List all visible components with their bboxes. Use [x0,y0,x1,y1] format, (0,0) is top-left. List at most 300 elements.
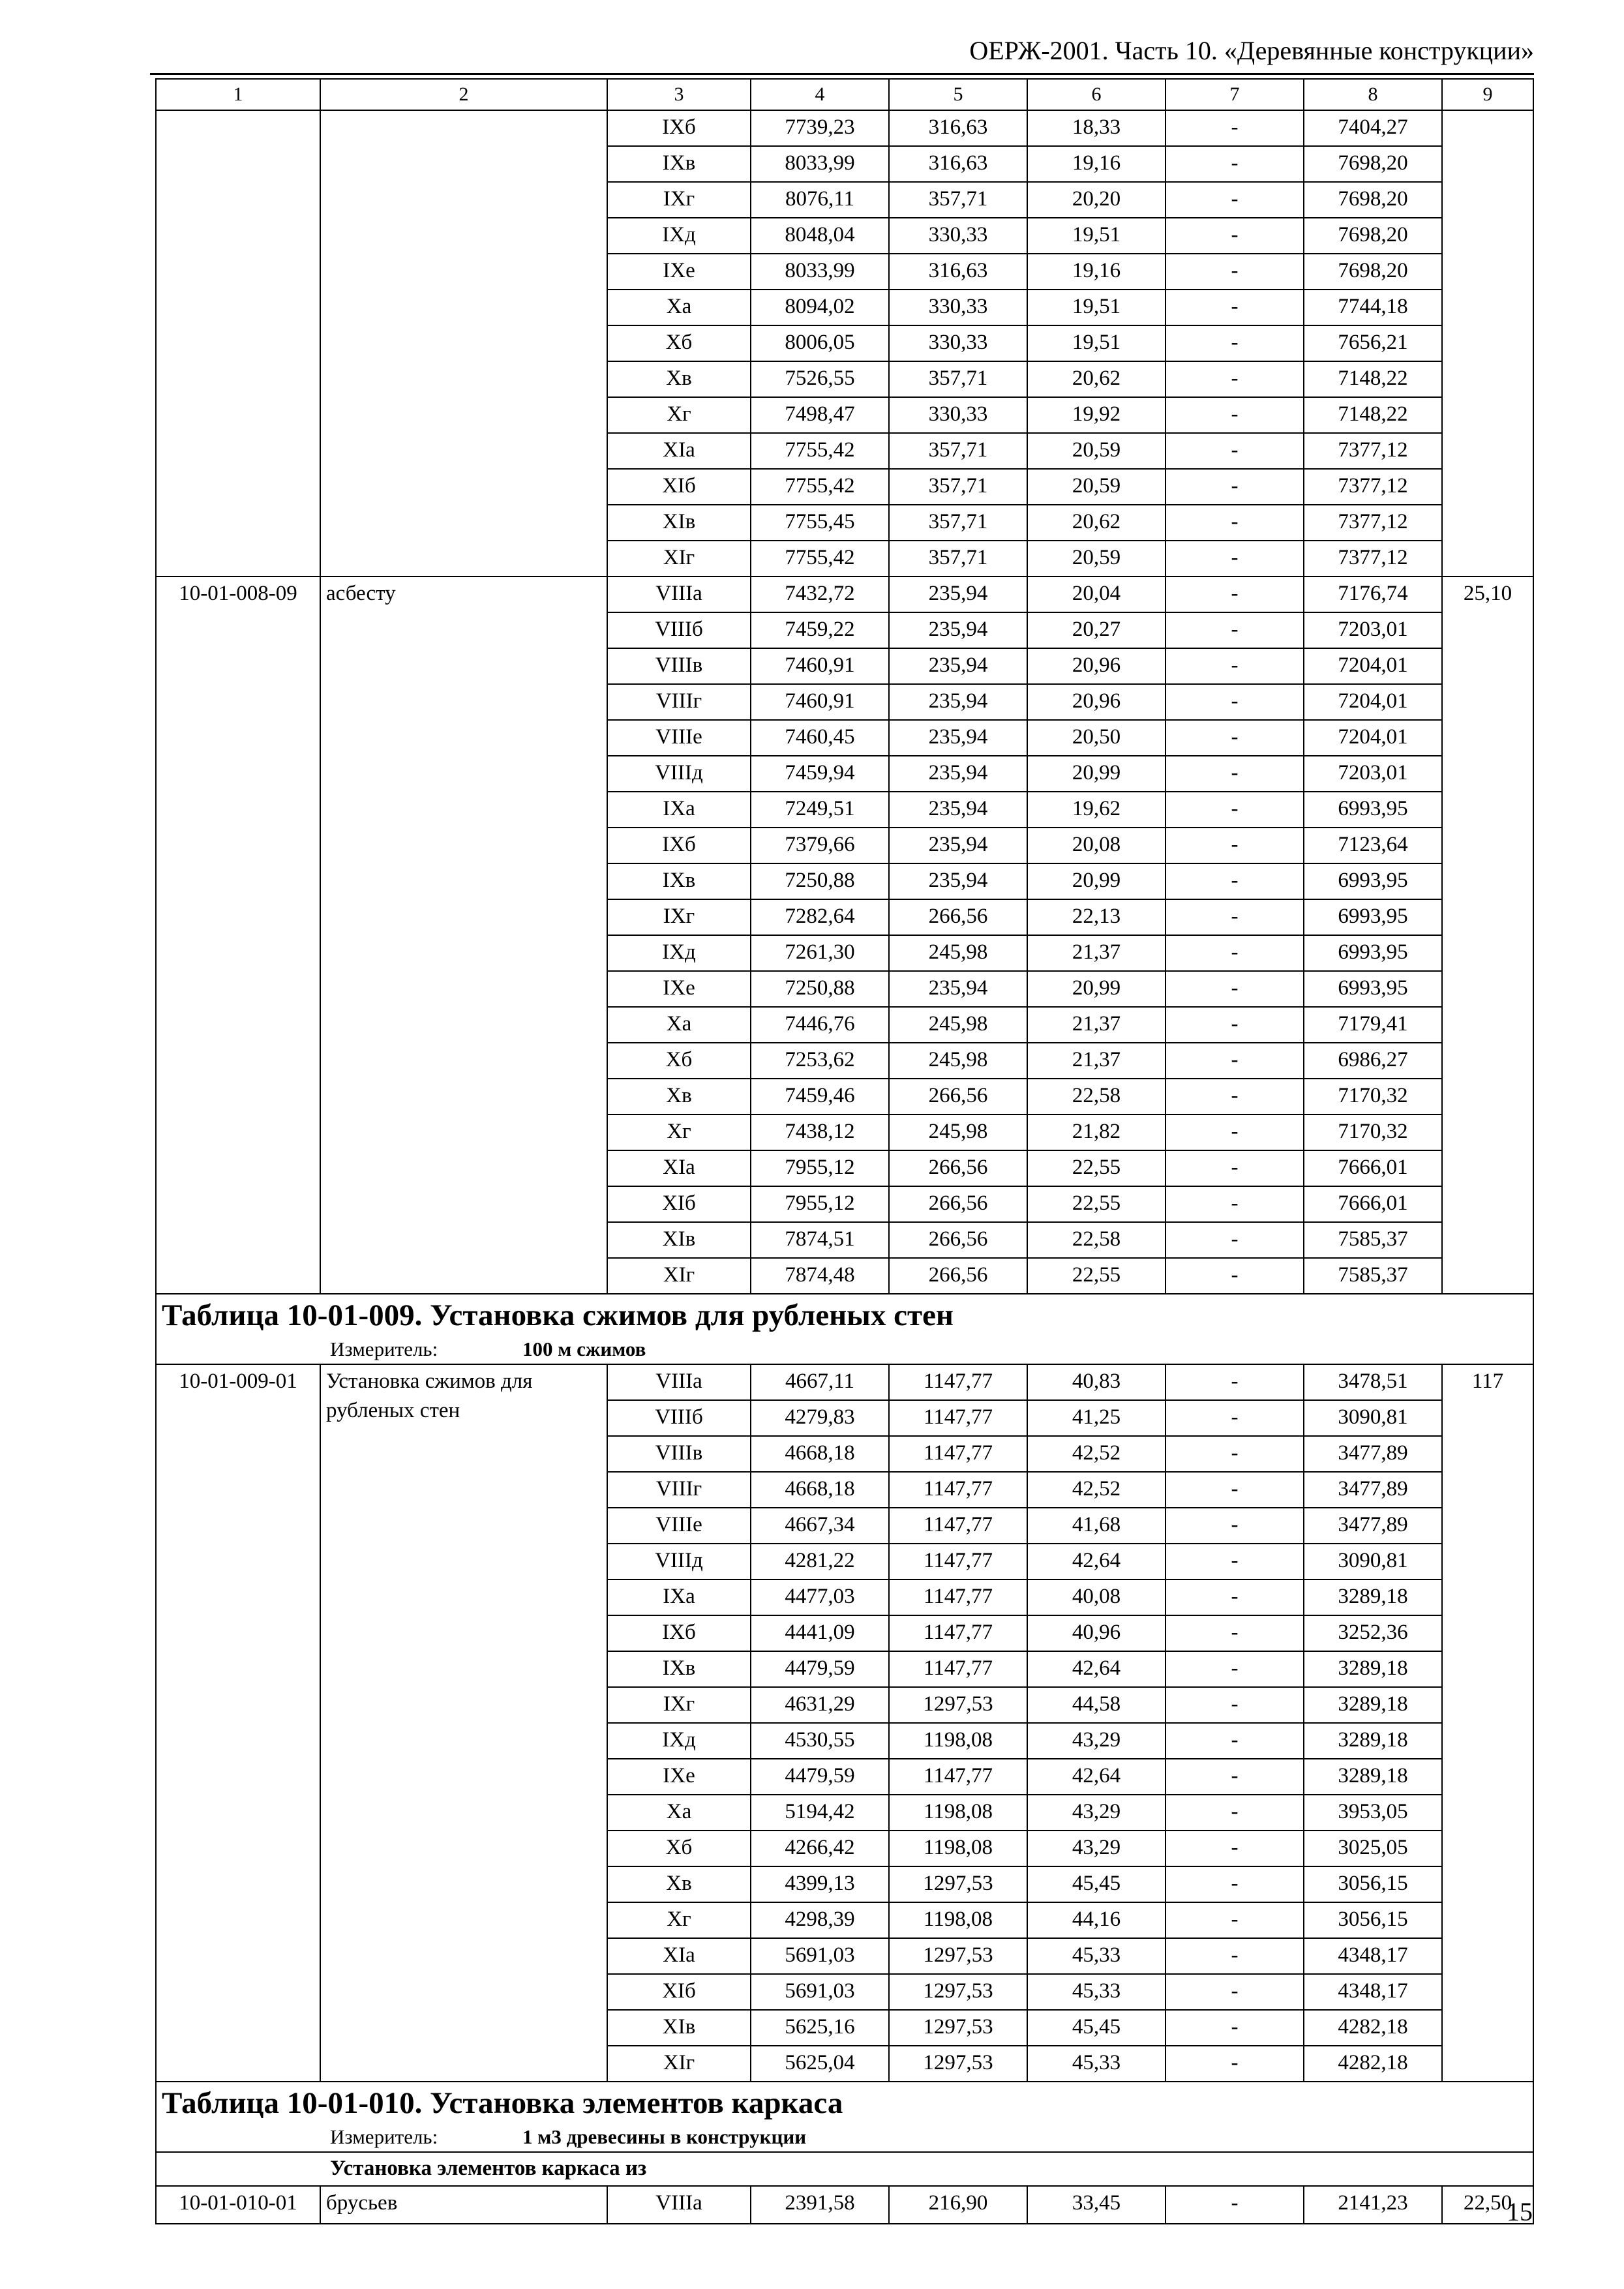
table-cell: 3289,18 [1304,1579,1442,1615]
table-cell: 20,08 [1027,828,1165,863]
table-cell: 41,68 [1027,1508,1165,1544]
table-cell: 266,56 [889,1079,1027,1115]
table-cell: - [1165,684,1304,720]
column-number: 5 [889,79,1027,110]
table-cell: 7459,94 [751,756,889,792]
table-cell: 42,64 [1027,1651,1165,1687]
table-cell: 330,33 [889,218,1027,254]
table-cell: 235,94 [889,720,1027,756]
table-cell: 20,59 [1027,433,1165,469]
table-cell: 21,82 [1027,1115,1165,1150]
table-cell: - [1165,1436,1304,1472]
table-cell: 7377,12 [1304,505,1442,541]
table-cell: - [1165,1186,1304,1222]
table-cell: 235,94 [889,648,1027,684]
table-cell: 7123,64 [1304,828,1442,863]
table-cell: 7955,12 [751,1186,889,1222]
table-cell: 7656,21 [1304,325,1442,361]
table-cell: - [1165,1579,1304,1615]
table-cell: 4668,18 [751,1436,889,1472]
table-cell: 3477,89 [1304,1436,1442,1472]
table-cell: 7698,20 [1304,182,1442,218]
table-cell: 19,51 [1027,325,1165,361]
table-cell: 7874,51 [751,1222,889,1258]
table-cell: 8033,99 [751,254,889,290]
table-cell: 7250,88 [751,863,889,899]
table-cell: XIв [607,505,751,541]
table-cell: - [1165,1651,1304,1687]
table-cell: 22,55 [1027,1186,1165,1222]
header-divider [150,73,1534,75]
table-cell: 20,99 [1027,863,1165,899]
table-cell: 7179,41 [1304,1007,1442,1043]
table-cell: - [1165,1615,1304,1651]
table-cell: 357,71 [889,505,1027,541]
table-cell: 2391,58 [751,2186,889,2224]
table-cell: - [1165,1759,1304,1795]
table-cell: 4479,59 [751,1759,889,1795]
table-cell: Xб [607,1043,751,1079]
table-cell: 266,56 [889,899,1027,935]
table-cell: 7203,01 [1304,612,1442,648]
table-cell: 20,27 [1027,612,1165,648]
column-number: 9 [1442,79,1533,110]
table-row [156,110,1533,146]
table-cell: 7204,01 [1304,720,1442,756]
table-cell: 3025,05 [1304,1831,1442,1866]
page-number: 15 [1507,2197,1533,2226]
table-cell: 3289,18 [1304,1687,1442,1723]
table-cell: 4631,29 [751,1687,889,1723]
table-cell: VIIIб [607,612,751,648]
column-number: 6 [1027,79,1165,110]
table-cell: - [1165,2010,1304,2046]
table-cell: 3090,81 [1304,1400,1442,1436]
table-cell: 22,55 [1027,1150,1165,1186]
table-cell: VIIIа [607,2186,751,2224]
table-cell: IXг [607,1687,751,1723]
table-cell: 2141,23 [1304,2186,1442,2224]
table-cell: 45,33 [1027,2046,1165,2082]
section-title-row [156,1294,1533,1336]
document-header-title: ОЕРЖ-2001. Часть 10. «Деревянные конструкции» [969,36,1534,65]
table-cell: 20,20 [1027,182,1165,218]
table-cell: 357,71 [889,182,1027,218]
table-cell: IXд [607,935,751,971]
table-cell: IXа [607,792,751,828]
table-cell: 3090,81 [1304,1544,1442,1579]
table-cell: 1147,77 [889,1400,1027,1436]
table-cell: 8006,05 [751,325,889,361]
table-cell: - [1165,469,1304,505]
table-cell: VIIIд [607,756,751,792]
table-cell: 1147,77 [889,1579,1027,1615]
table-cell: - [1165,1831,1304,1866]
table-row [156,1364,1533,1400]
rate-code: 10-01-008-09 [156,576,320,1294]
table-cell: 1147,77 [889,1651,1027,1687]
table-cell: 3056,15 [1304,1866,1442,1902]
measure-value: 1 м3 древесины в конструкции [522,2125,807,2148]
table-cell: - [1165,2186,1304,2224]
table-cell: 22,55 [1027,1258,1165,1294]
table-cell: 3289,18 [1304,1723,1442,1759]
table-cell: 20,59 [1027,541,1165,576]
table-row [156,2186,1533,2224]
table-cell: 7379,66 [751,828,889,863]
table-cell: 5625,04 [751,2046,889,2082]
table-cell: 7249,51 [751,792,889,828]
table-cell: 43,29 [1027,1723,1165,1759]
table-cell: 4282,18 [1304,2046,1442,2082]
table-cell: VIIIг [607,684,751,720]
table-cell: VIIIв [607,1436,751,1472]
table-cell: 4477,03 [751,1579,889,1615]
column-number: 3 [607,79,751,110]
table-cell: - [1165,863,1304,899]
col9-value: 25,10 [1442,576,1533,1294]
table-cell: IXг [607,899,751,935]
table-cell: 22,58 [1027,1079,1165,1115]
table-cell: IXд [607,218,751,254]
table-cell: - [1165,899,1304,935]
table-cell: 245,98 [889,1007,1027,1043]
table-cell: 1147,77 [889,1544,1027,1579]
column-number: 7 [1165,79,1304,110]
column-number-row [156,79,1533,110]
table-cell: 7377,12 [1304,433,1442,469]
table-cell: 5691,03 [751,1974,889,2010]
table-cell: - [1165,648,1304,684]
table-cell: 1297,53 [889,1938,1027,1974]
table-cell: 4667,34 [751,1508,889,1544]
table-cell: - [1165,290,1304,325]
table-cell: 330,33 [889,325,1027,361]
table-cell: 245,98 [889,935,1027,971]
table-cell: 19,51 [1027,290,1165,325]
table-cell: IXа [607,1579,751,1615]
section-title: Таблица 10-01-009. Установка сжимов для рубленых стен [156,1294,1533,1336]
table-cell: 316,63 [889,254,1027,290]
work-name: брусьев [320,2186,607,2224]
table-cell: 4348,17 [1304,1974,1442,2010]
rate-code: 10-01-009-01 [156,1364,320,2082]
table-cell: XIг [607,1258,751,1294]
table-cell: 235,94 [889,756,1027,792]
table-cell: 8033,99 [751,146,889,182]
table-cell: 19,92 [1027,397,1165,433]
table-cell: IXд [607,1723,751,1759]
measure-cell [156,2124,1533,2152]
table-cell: 20,99 [1027,971,1165,1007]
table-cell: VIIIд [607,1544,751,1579]
col9-value: 117 [1442,1364,1533,2082]
table-cell: 266,56 [889,1150,1027,1186]
table-cell: 6993,95 [1304,863,1442,899]
table-cell: 43,29 [1027,1831,1165,1866]
measure-row [156,1336,1533,1364]
table-cell: 3252,36 [1304,1615,1442,1651]
table-cell: 235,94 [889,576,1027,612]
table-cell: - [1165,1687,1304,1723]
table-cell: VIIIа [607,576,751,612]
table-cell: Xг [607,1115,751,1150]
table-cell: 4282,18 [1304,2010,1442,2046]
column-number: 1 [156,79,320,110]
measure-label: Измеритель: [330,1338,438,1360]
table-cell: 20,62 [1027,361,1165,397]
table-cell: 3477,89 [1304,1508,1442,1544]
table-cell: 266,56 [889,1222,1027,1258]
table-cell: 1147,77 [889,1436,1027,1472]
table-cell: 3953,05 [1304,1795,1442,1831]
table-cell: 40,08 [1027,1579,1165,1615]
table-cell: - [1165,182,1304,218]
table-cell: 5691,03 [751,1938,889,1974]
column-number: 2 [320,79,607,110]
table-cell: 1198,08 [889,1831,1027,1866]
table-cell: 4479,59 [751,1651,889,1687]
table-cell: 20,96 [1027,648,1165,684]
table-cell: - [1165,146,1304,182]
table-cell: 4298,39 [751,1902,889,1938]
section-title-row [156,2082,1533,2124]
table-cell: 4399,13 [751,1866,889,1902]
table-cell: 20,96 [1027,684,1165,720]
table-cell: 44,58 [1027,1687,1165,1723]
table-cell: 357,71 [889,541,1027,576]
table-cell: 20,59 [1027,469,1165,505]
table-cell: 7874,48 [751,1258,889,1294]
col9-value [1442,110,1533,576]
table-cell: 7170,32 [1304,1079,1442,1115]
table-cell: - [1165,971,1304,1007]
rate-code [156,110,320,576]
table-cell: - [1165,361,1304,397]
table-cell: 7755,42 [751,541,889,576]
table-cell: 4266,42 [751,1831,889,1866]
table-cell: 316,63 [889,110,1027,146]
table-cell: 330,33 [889,290,1027,325]
table-cell: VIIIб [607,1400,751,1436]
table-cell: 33,45 [1027,2186,1165,2224]
table-cell: 7666,01 [1304,1186,1442,1222]
table-cell: 7377,12 [1304,469,1442,505]
table-cell: 7755,42 [751,433,889,469]
table-cell: XIа [607,1150,751,1186]
table-cell: 3289,18 [1304,1651,1442,1687]
table-cell: 235,94 [889,863,1027,899]
table-cell: 20,50 [1027,720,1165,756]
table-cell: 8094,02 [751,290,889,325]
table-cell: 266,56 [889,1258,1027,1294]
table-cell: XIа [607,433,751,469]
table-cell: 330,33 [889,397,1027,433]
table-cell: - [1165,828,1304,863]
table-cell: XIб [607,469,751,505]
table-cell: 7282,64 [751,899,889,935]
table-cell: 7585,37 [1304,1258,1442,1294]
table-cell: 7460,45 [751,720,889,756]
table-cell: Xг [607,397,751,433]
table-cell: 19,16 [1027,146,1165,182]
table-cell: 235,94 [889,828,1027,863]
table-cell: 22,58 [1027,1222,1165,1258]
table-cell: - [1165,1079,1304,1115]
table-cell: 4667,11 [751,1364,889,1400]
table-cell: Xб [607,1831,751,1866]
table-cell: 7459,22 [751,612,889,648]
table-cell: 45,45 [1027,1866,1165,1902]
table-cell: - [1165,1150,1304,1186]
table-cell: - [1165,1364,1304,1400]
table-cell: 7446,76 [751,1007,889,1043]
table-cell: - [1165,1938,1304,1974]
table-cell: 357,71 [889,469,1027,505]
table-cell: Xв [607,1079,751,1115]
table-cell: XIб [607,1186,751,1222]
table-cell: 19,16 [1027,254,1165,290]
table-cell: XIг [607,2046,751,2082]
table-cell: - [1165,756,1304,792]
table-cell: 7432,72 [751,576,889,612]
table-cell: - [1165,254,1304,290]
table-cell: 7744,18 [1304,290,1442,325]
table-cell: 7204,01 [1304,648,1442,684]
work-name: асбесту [320,576,607,1294]
table-cell: 4281,22 [751,1544,889,1579]
table-cell: 7170,32 [1304,1115,1442,1150]
table-cell: 7204,01 [1304,684,1442,720]
table-cell: - [1165,1795,1304,1831]
table-cell: 216,90 [889,2186,1027,2224]
table-cell: IXв [607,1651,751,1687]
table-cell: Xа [607,290,751,325]
table-cell: 7203,01 [1304,756,1442,792]
table-cell: 1198,08 [889,1902,1027,1938]
table-cell: 4530,55 [751,1723,889,1759]
table-cell: - [1165,1866,1304,1902]
table-cell: VIIIв [607,648,751,684]
table-cell: 235,94 [889,792,1027,828]
table-cell: 20,62 [1027,505,1165,541]
table-cell: Xв [607,361,751,397]
table-cell: 4441,09 [751,1615,889,1651]
table-cell: 1147,77 [889,1364,1027,1400]
table-cell: 245,98 [889,1115,1027,1150]
table-cell: 45,45 [1027,2010,1165,2046]
table-cell: 7698,20 [1304,146,1442,182]
table-cell: 19,62 [1027,792,1165,828]
table-cell: 3477,89 [1304,1472,1442,1508]
table-cell: 3289,18 [1304,1759,1442,1795]
table-cell: 42,64 [1027,1759,1165,1795]
table-cell: - [1165,1115,1304,1150]
table-cell: 3056,15 [1304,1902,1442,1938]
table-cell: 1147,77 [889,1472,1027,1508]
table-cell: 7253,62 [751,1043,889,1079]
table-cell: 235,94 [889,684,1027,720]
table-cell: 1147,77 [889,1615,1027,1651]
table-cell: IXе [607,1759,751,1795]
table-cell: 41,25 [1027,1400,1165,1436]
table-cell: 42,64 [1027,1544,1165,1579]
table-cell: IXе [607,254,751,290]
table-cell: VIIIа [607,1364,751,1400]
table-cell: 266,56 [889,1186,1027,1222]
table-cell: IXв [607,863,751,899]
table-cell: - [1165,792,1304,828]
table-cell: IXб [607,1615,751,1651]
measure-label: Измеритель: [330,2125,438,2148]
table-cell: Xа [607,1007,751,1043]
table-cell: 7261,30 [751,935,889,971]
table-cell: - [1165,1723,1304,1759]
table-cell: - [1165,541,1304,576]
table-cell: 1297,53 [889,1974,1027,2010]
table-cell: 7666,01 [1304,1150,1442,1186]
table-cell: 1147,77 [889,1759,1027,1795]
table-cell: 19,51 [1027,218,1165,254]
table-cell: 7498,47 [751,397,889,433]
table-cell: 6993,95 [1304,971,1442,1007]
table-cell: 43,29 [1027,1795,1165,1831]
table-cell: 1297,53 [889,2046,1027,2082]
table-cell: 7176,74 [1304,576,1442,612]
table-cell: 5625,16 [751,2010,889,2046]
table-cell: Xг [607,1902,751,1938]
table-cell: 4279,83 [751,1400,889,1436]
table-cell: XIб [607,1974,751,2010]
measure-value: 100 м сжимов [522,1338,646,1360]
table-cell: IXг [607,182,751,218]
table-cell: 4348,17 [1304,1938,1442,1974]
table-cell: XIв [607,1222,751,1258]
table-cell: IXв [607,146,751,182]
work-name: Установка сжимов для рубленых стен [320,1364,607,2082]
table-cell: - [1165,1472,1304,1508]
table-cell: 45,33 [1027,1974,1165,2010]
table-cell: Xв [607,1866,751,1902]
table-cell: - [1165,720,1304,756]
table-cell: - [1165,433,1304,469]
table-cell: 7585,37 [1304,1222,1442,1258]
table-cell: - [1165,397,1304,433]
table-row [156,576,1533,612]
table-cell: Xа [607,1795,751,1831]
table-cell: 6986,27 [1304,1043,1442,1079]
table-cell: - [1165,1222,1304,1258]
table-cell: - [1165,325,1304,361]
table-cell: 7250,88 [751,971,889,1007]
table-cell: XIв [607,2010,751,2046]
measure-cell [156,1336,1533,1364]
group-row [156,2152,1533,2186]
table-cell: 22,13 [1027,899,1165,935]
table-cell: 1198,08 [889,1723,1027,1759]
table-cell: - [1165,2046,1304,2082]
table-cell: - [1165,612,1304,648]
table-cell: XIа [607,1938,751,1974]
table-cell: 7377,12 [1304,541,1442,576]
table-cell: 7955,12 [751,1150,889,1186]
table-cell: 1198,08 [889,1795,1027,1831]
table-cell: 235,94 [889,971,1027,1007]
group-label: Установка элементов каркаса из [156,2152,1533,2186]
rate-code: 10-01-010-01 [156,2186,320,2224]
table-cell: 21,37 [1027,1007,1165,1043]
table-cell: IXб [607,110,751,146]
